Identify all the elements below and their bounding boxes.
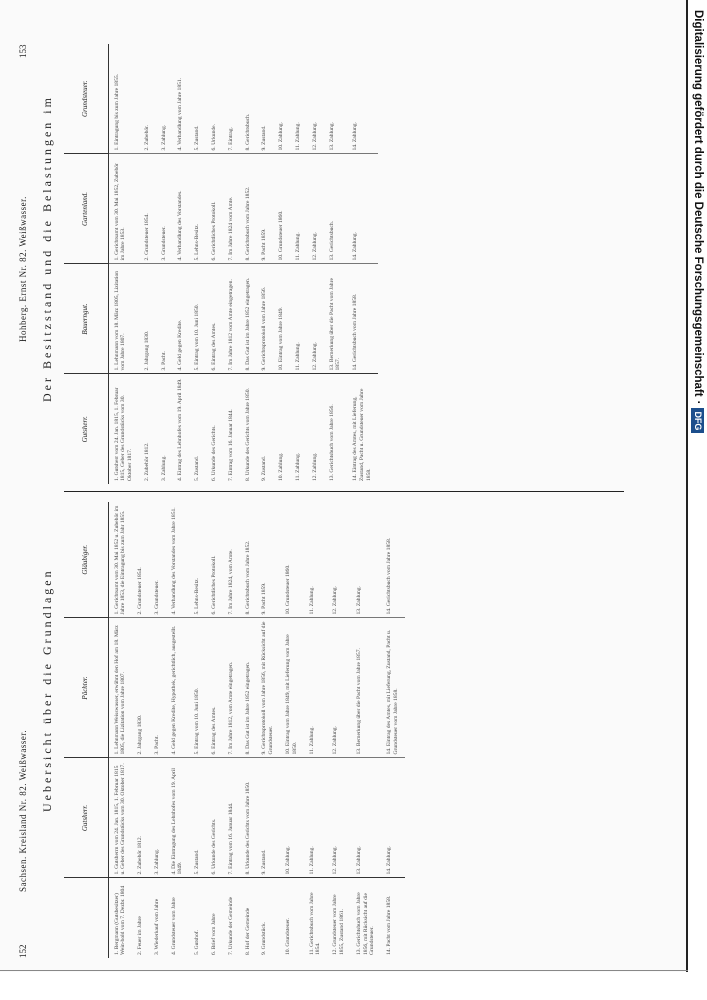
left-table-cell: 11. Zahlung.: [304, 502, 328, 618]
right-table-cell: 12. Zahlung.: [307, 44, 324, 154]
right-table-cell: 11. Zahlung.: [290, 44, 307, 154]
left-table-row: [381, 502, 405, 958]
left-table-cell: 8. Hof der Gemeinde: [240, 878, 257, 958]
right-table-cell: 10. Grundsteuer 1860.: [273, 154, 290, 264]
left-table-cell: 7. Im Jahre 1824, vom Amte.: [223, 502, 240, 618]
right-table-cell: 7. Im Jahre 1824 vom Amte.: [223, 154, 240, 264]
left-table-cell: 13. Gerichtsbuch vom Jahre 1856, mit Rücksicht auf die Grundsteuer.: [351, 878, 381, 958]
left-table-cell: 7. Eintrag vom 16. Januar 1844.: [223, 758, 240, 878]
right-table-row: [240, 44, 257, 484]
right-table-cell: 8. Urkunde des Gerichts vom Jahre 1850.: [240, 374, 257, 484]
left-table-cell: 10. Zahlung.: [280, 758, 304, 878]
left-table-cell: 2. Feuer im Jahre: [132, 878, 149, 958]
left-table-cell: 5. Lehns-Besitz.: [189, 502, 206, 618]
right-table-cell: 5. Zustand.: [189, 374, 206, 484]
right-table-cell: 1. Gutsherr vom 24. Jan. 1815, 1. Februar 1815, Geber des Grundstücks vom 30. Oktober 1817.: [108, 374, 139, 484]
dfg-watermark-text: Digitalisierung gefördert durch die Deutsche Forschungsgemeinschaft: [692, 10, 704, 397]
left-table-cell: 12. Zahlung.: [327, 758, 351, 878]
right-table-cell: 4. Eintrag des Lehnhofes vom 19. April 1849.: [172, 374, 189, 484]
left-table-cell: 12. Zahlung.: [327, 618, 351, 758]
right-col-header: Gutsherr.: [64, 374, 108, 484]
right-table-cell: 12. Zahlung.: [307, 264, 324, 374]
left-table-cell: 3. Wiederkauf vom Jahre: [149, 878, 166, 958]
left-table-row: [304, 502, 328, 958]
left-table-cell: 9. Gerichtsprotokoll vom Jahre 1856, mit Rücksicht auf die Grundsteuer.: [256, 618, 280, 758]
right-table-cell: 13. Gerichtsbuch vom Jahre 1856.: [324, 374, 348, 484]
left-table-title: Uebersicht über die Grundlagen: [40, 568, 54, 812]
left-table-row: [132, 502, 149, 958]
right-table-cell: 12. Zahlung.: [307, 154, 324, 264]
left-table-row: [223, 502, 240, 958]
left-table-cell: 1. Lehnmann Weisswasser, erwähnt den Hof am 18. März 1805, die Lizitation vom Jahre 1807.: [108, 618, 132, 758]
left-table-cell: 9. Grundstück.: [256, 878, 280, 958]
left-table-row: [166, 502, 190, 958]
right-table-cell: 4. Verhandlung vom Jahre 1851.: [172, 44, 189, 154]
right-table-cell: 9. Gerichtsprotokoll vom Jahre 1856.: [256, 264, 273, 374]
left-col-header: [64, 878, 108, 958]
left-table-cell: 2. Grundsteuer 1854.: [132, 502, 149, 618]
left-table-cell: 4. Verhandlung des Vorstandes vom Jahre 1851.: [166, 502, 190, 618]
right-table-cell: 7. Eintrag vom 16. Januar 1844.: [223, 374, 240, 484]
left-table-cell: 6. Urkunde des Gerichts.: [206, 758, 223, 878]
right-table-cell: 10. Eintrag vom Jahre 1849.: [273, 264, 290, 374]
right-table-cell: 9. Zustand.: [256, 44, 273, 154]
left-table-cell: 14. Pacht vom Jahre 1858.: [381, 878, 405, 958]
left-table-cell: 12. Grundsteuer vom Jahre 1855, Zustand 1861.: [327, 878, 351, 958]
right-table-cell: 11. Zahlung.: [290, 154, 307, 264]
right-table-cell: 4. Geld gegen Kredite.: [172, 264, 189, 374]
left-table-cell: 6. Gerichtliches Protokoll.: [206, 502, 223, 618]
left-table-cell: 3. Pacht.: [149, 618, 166, 758]
page-bottom-line: [0, 970, 688, 971]
left-table-row: [327, 502, 351, 958]
left-table-cell: 11. Zahlung.: [304, 758, 328, 878]
right-table-cell: 11. Zahlung.: [290, 374, 307, 484]
left-table-cell: 12. Zahlung.: [327, 502, 351, 618]
left-table-cell: 7. Urkunde der Gemeinde: [223, 878, 240, 958]
left-table-cell: 14. Eintrag des Amtes, mit Lieferung, Zustand, Pacht u. Grundsteuer vom Jahre 1858.: [381, 618, 405, 758]
left-table-row: [206, 502, 223, 958]
right-table-title: Der Besitzstand und die Belastungen im: [40, 95, 54, 402]
right-table-cell: 8. Gerichtsbuch.: [240, 44, 257, 154]
right-table-row: [189, 44, 206, 484]
left-col-header: Gläubiger.: [64, 502, 108, 618]
right-table-cell: 13. Bemerkung über die Pacht vom Jahre 1857.: [324, 264, 348, 374]
left-table-cell: 5. Gutshof.: [189, 878, 206, 958]
right-table-cell: 3. Zahlung.: [156, 44, 173, 154]
left-table: [64, 502, 405, 958]
left-table-cell: 9. Zustand.: [256, 758, 280, 878]
left-table-row: [189, 502, 206, 958]
left-table-cell: 11. Gerichtsbuch vom Jahre 1854.: [304, 878, 328, 958]
right-table-cell: 13. Gerichtsbuch.: [324, 154, 348, 264]
left-table-cell: 8. Das Gut ist im Jahre 1852 eingetragen.: [240, 618, 257, 758]
dfg-logo: DFG: [692, 408, 705, 433]
right-table-row: [273, 44, 290, 484]
left-col-header: Pächter.: [64, 618, 108, 758]
left-page-number: 152: [18, 944, 28, 958]
right-table-cell: 4. Verhandlung des Vorstandes.: [172, 154, 189, 264]
right-table-cell: 3. Zahlung.: [156, 374, 173, 484]
right-table-row: [172, 44, 189, 484]
left-table-header-row: [64, 502, 108, 958]
left-table-cell: 10. Grundsteuer.: [280, 878, 304, 958]
right-table-cell: 11. Zahlung.: [290, 264, 307, 374]
right-table-cell: 2. Grundsteuer 1854.: [139, 154, 156, 264]
right-table-cell: 10. Zahlung.: [273, 44, 290, 154]
left-table-cell: 13. Zahlung.: [351, 758, 381, 878]
left-table-cell: 4. Die Eintragung des Lehnhofes vom 19. April 1849.: [166, 758, 190, 878]
right-table-cell: 14. Gerichtsbuch vom Jahre 1858.: [347, 264, 377, 374]
left-table-cell: 8. Urkunde des Gerichts vom Jahre 1850.: [240, 758, 257, 878]
left-table-row: [280, 502, 304, 958]
left-table-cell: 6. Eintrag des Amtes.: [206, 618, 223, 758]
right-table-cell: 7. Im Jahre 1812 vom Amte eingetragen.: [223, 264, 240, 374]
right-running-header: Hohberg. Ernst Nr. 82. Weißwasser.: [18, 196, 28, 342]
rotated-page: [12, 32, 662, 962]
left-table-cell: 13. Zahlung.: [351, 502, 381, 618]
left-table-cell: 14. Zahlung.: [381, 758, 405, 878]
right-table-cell: 6. Urkunde des Gerichts.: [206, 374, 223, 484]
right-table-cell: 6. Urkunde.: [206, 44, 223, 154]
right-table-row: [108, 44, 139, 484]
right-table-cell: 1. Lehnmann vom 18. März 1805, Lizitation vom Jahre 1807.: [108, 264, 139, 374]
page-edge-line: [686, 0, 688, 972]
dfg-watermark-text-row: Digitalisierung gefördert durch die Deutsche Forschungsgemeinschaft · DFG: [691, 10, 705, 970]
left-table-cell: 10. Grundsteuer 1860.: [280, 502, 304, 618]
right-table-cell: 3. Grundsteuer.: [156, 154, 173, 264]
right-table-cell: 10. Zahlung.: [273, 374, 290, 484]
right-table-cell: 5. Zustand.: [189, 44, 206, 154]
right-table-row: [223, 44, 240, 484]
left-table-cell: 2. Jahrgang 1830.: [132, 618, 149, 758]
left-table-row: [149, 502, 166, 958]
left-table-cell: 1. Gerichtsamt vom 30. Mai 1852 u. Zubehör im Jahre 1853, die Eintragung bis zum Jahr 1855.: [108, 502, 132, 618]
right-table-cell: 13. Zahlung.: [324, 44, 348, 154]
right-table-cell: 8. Gerichtsbuch vom Jahre 1852.: [240, 154, 257, 264]
left-table-cell: 10. Eintrag vom Jahre 1849, mit Lieferung vom Jahre 1850.: [280, 618, 304, 758]
right-table-cell: 5. Eintrag vom 10. Juni 1850.: [189, 264, 206, 374]
left-table-cell: 7. Im Jahre 1812, vom Amte eingetragen.: [223, 618, 240, 758]
right-table-cell: 1. Eintragung bis zum Jahre 1855.: [108, 44, 139, 154]
left-table-row: [240, 502, 257, 958]
right-table-cell: 12. Zahlung.: [307, 374, 324, 484]
left-table-cell: 3. Grundsteuer.: [149, 502, 166, 618]
right-table: [64, 44, 378, 484]
left-table-cell: 9. Pacht 1859.: [256, 502, 280, 618]
left-table-row: [108, 502, 132, 958]
left-running-header: Sachsen. Kreisland Nr. 82. Weißwasser.: [18, 729, 28, 892]
right-table-row: [324, 44, 348, 484]
left-table-cell: 2. Zubehör 1812.: [132, 758, 149, 878]
right-table-row: [139, 44, 156, 484]
right-table-cell: 3. Pacht.: [156, 264, 173, 374]
right-table-cell: 14. Zahlung.: [347, 44, 377, 154]
left-table-cell: 6. Brief vom Jahre: [206, 878, 223, 958]
right-col-header: Grundsteuer.: [64, 44, 108, 154]
right-page-number: 153: [18, 44, 28, 58]
right-table-cell: 2. Zubehör.: [139, 44, 156, 154]
right-table-row: [256, 44, 273, 484]
left-table-cell: 14. Gerichtsbuch vom Jahre 1858.: [381, 502, 405, 618]
right-col-header: Gartenland.: [64, 154, 108, 264]
center-divider: [64, 491, 624, 492]
right-table-cell: 7. Eintrag.: [223, 44, 240, 154]
right-table-cell: 9. Pacht 1859.: [256, 154, 273, 264]
right-table-cell: 8. Das Gut ist im Jahre 1852 eingetragen.: [240, 264, 257, 374]
left-table-cell: 4. Geld gegen Kredite, Hypothek, gerichtlich, ausgestellt.: [166, 618, 190, 758]
left-table-cell: 4. Grundsteuer vom Jahre: [166, 878, 190, 958]
left-table-row: [351, 502, 381, 958]
left-table-cell: 8. Gerichtsbuch vom Jahre 1852.: [240, 502, 257, 618]
left-col-header: Gutsherr.: [64, 758, 108, 878]
left-table-cell: 5. Zustand.: [189, 758, 206, 878]
left-table-cell: 3. Zahlung.: [149, 758, 166, 878]
right-table-row: [290, 44, 307, 484]
right-table-header-row: [64, 44, 108, 484]
right-table-cell: 14. Eintrag des Amtes, mit Lieferung, Zustand, Pacht u. Grundsteuer vom Jahre 1858.: [347, 374, 377, 484]
right-col-header: Bauerngut.: [64, 264, 108, 374]
right-table-row: [156, 44, 173, 484]
right-table-cell: 2. Jahrgang 1830.: [139, 264, 156, 374]
right-table-row: [307, 44, 324, 484]
left-table-row: [256, 502, 280, 958]
right-table-cell: 14. Zahlung.: [347, 154, 377, 264]
right-table-cell: 1. Gerichtsamt vom 30. Mai 1852, Zubehör im Jahre 1853.: [108, 154, 139, 264]
right-table-row: [347, 44, 377, 484]
right-table-cell: 6. Eintrag des Amtes.: [206, 264, 223, 374]
left-table-cell: 1. Bergmann (Gutsbesitzer) Wein-hold vom 7. Dezbr. 1804: [108, 878, 132, 958]
right-table-cell: 6. Gerichtliches Protokoll.: [206, 154, 223, 264]
dfg-watermark: [691, 10, 705, 970]
left-table-cell: 1. Gutsherrn vom 24. Jan. 1815, 1. Februar 1815 u. Geber des Grundstücks vom 30. Oktober 1817.: [108, 758, 132, 878]
left-table-cell: 13. Bemerkung über die Pacht vom Jahre 1857.: [351, 618, 381, 758]
right-table-cell: 2. Zubehör 1812.: [139, 374, 156, 484]
right-table-cell: 5. Lehns-Besitz.: [189, 154, 206, 264]
right-table-cell: 9. Zustand.: [256, 374, 273, 484]
left-table-cell: 11. Zahlung.: [304, 618, 328, 758]
right-table-row: [206, 44, 223, 484]
left-table-cell: 5. Eintrag vom 10. Juni 1850.: [189, 618, 206, 758]
